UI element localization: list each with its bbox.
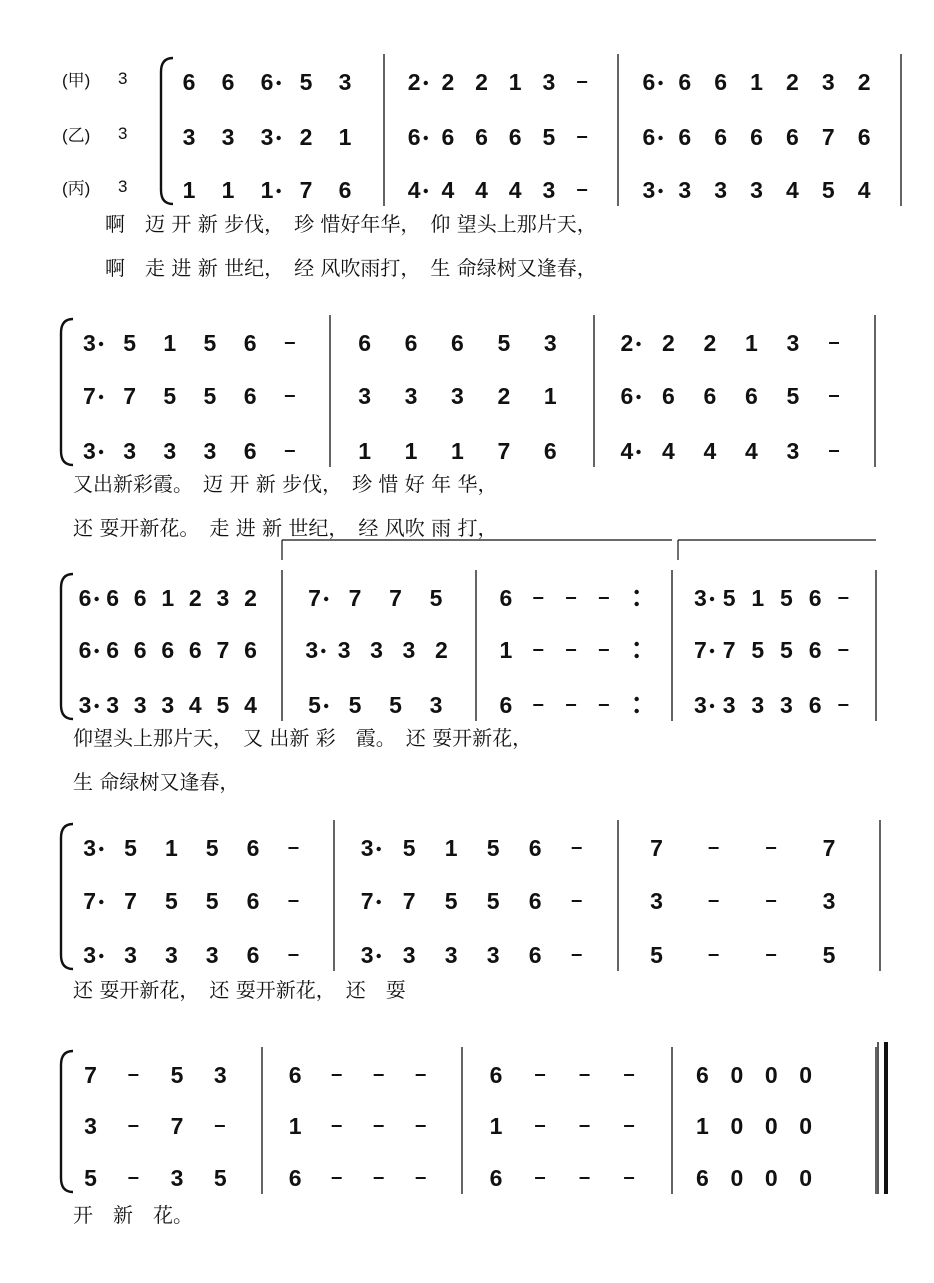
note-digit: 6 bbox=[404, 330, 418, 356]
note-digit: 2 bbox=[475, 69, 488, 95]
augmentation-dot bbox=[377, 954, 381, 958]
augmentation-dot bbox=[99, 342, 103, 346]
note-digit: 1 bbox=[260, 177, 274, 203]
note-digit: 6 bbox=[528, 888, 542, 914]
note-digit: 3 bbox=[486, 942, 500, 968]
note-digit: 6 bbox=[221, 69, 235, 95]
note-digit: 5 bbox=[124, 835, 137, 861]
note-digit: 2 bbox=[703, 330, 717, 356]
note-digit: 5 bbox=[123, 330, 137, 356]
note-digit: 1 bbox=[358, 438, 372, 464]
voice-beat: 3 bbox=[118, 69, 128, 88]
note-digit: 3 bbox=[182, 124, 196, 150]
note-digit: 4 bbox=[703, 438, 717, 464]
note-digit: 3 bbox=[360, 942, 374, 968]
augmentation-dot bbox=[99, 395, 103, 399]
note-digit: 7 bbox=[821, 124, 835, 150]
note-digit: 3 bbox=[542, 69, 556, 95]
note-digit: 6 bbox=[678, 69, 692, 95]
note-digit: 6 bbox=[745, 383, 758, 409]
note-digit: 2 bbox=[407, 69, 421, 95]
note-digit: 1 bbox=[161, 585, 175, 611]
repeat-dot bbox=[634, 654, 638, 658]
note-digit: 4 bbox=[662, 438, 675, 464]
note-digit: 5 bbox=[216, 692, 230, 718]
note-digit: 3 bbox=[260, 124, 274, 150]
note-digit: 4 bbox=[441, 177, 455, 203]
note-digit: 3 bbox=[751, 692, 765, 718]
augmentation-dot bbox=[99, 450, 103, 454]
note-digit: 7 bbox=[83, 888, 97, 914]
note-digit: 0 bbox=[764, 1113, 778, 1139]
lyric-line: 生 命绿树又逢春， bbox=[73, 770, 240, 794]
note-digit: 5 bbox=[542, 124, 556, 150]
note-digit: 6 bbox=[528, 942, 542, 968]
note-digit: 5 bbox=[348, 692, 362, 718]
note-digit: 5 bbox=[486, 888, 500, 914]
note-digit: 5 bbox=[163, 383, 177, 409]
note-digit: 1 bbox=[288, 1113, 302, 1139]
note-digit: 6 bbox=[244, 637, 257, 663]
note-digit: 3 bbox=[133, 692, 147, 718]
note-digit: 5 bbox=[780, 637, 793, 663]
note-digit: 7 bbox=[497, 438, 511, 464]
note-digit: 0 bbox=[764, 1165, 778, 1191]
note-digit: 6 bbox=[243, 330, 257, 356]
note-digit: 4 bbox=[857, 177, 871, 203]
note-digit: 6 bbox=[642, 124, 656, 150]
note-digit: 1 bbox=[751, 585, 765, 611]
note-digit: 5 bbox=[821, 177, 835, 203]
note-digit: 3 bbox=[444, 942, 458, 968]
system-bracket bbox=[61, 574, 73, 719]
note-digit: 6 bbox=[243, 438, 257, 464]
augmentation-dot bbox=[324, 597, 328, 601]
note-digit: 5 bbox=[402, 835, 416, 861]
note-digit: 1 bbox=[489, 1113, 503, 1139]
note-digit: 5 bbox=[751, 637, 765, 663]
note-digit: 5 bbox=[205, 888, 219, 914]
note-digit: 5 bbox=[203, 383, 217, 409]
note-digit: 5 bbox=[444, 888, 458, 914]
note-digit: 5 bbox=[203, 330, 217, 356]
augmentation-dot bbox=[658, 189, 662, 193]
note-digit: 5 bbox=[722, 585, 736, 611]
lyric-line: 开 新 花。 bbox=[73, 1203, 193, 1227]
note-digit: 5 bbox=[213, 1165, 227, 1191]
note-digit: 4 bbox=[475, 177, 488, 203]
note-digit: 6 bbox=[785, 124, 799, 150]
augmentation-dot bbox=[377, 900, 381, 904]
note-digit: 3 bbox=[170, 1165, 184, 1191]
note-digit: 6 bbox=[441, 124, 455, 150]
note-digit: 1 bbox=[696, 1113, 709, 1139]
note-digit: 7 bbox=[170, 1113, 184, 1139]
note-digit: 3 bbox=[221, 124, 235, 150]
augmentation-dot bbox=[636, 342, 640, 346]
note-digit: 6 bbox=[857, 124, 871, 150]
note-digit: 3 bbox=[543, 330, 557, 356]
augmentation-dot bbox=[94, 597, 98, 601]
augmentation-dot bbox=[710, 704, 714, 708]
note-digit: 4 bbox=[244, 692, 257, 718]
note-digit: 3 bbox=[722, 692, 736, 718]
augmentation-dot bbox=[636, 450, 640, 454]
note-digit: 6 bbox=[407, 124, 421, 150]
note-digit: 1 bbox=[164, 835, 178, 861]
note-digit: 7 bbox=[308, 585, 321, 611]
note-digit: 6 bbox=[246, 942, 260, 968]
lyric-line: 又出新彩霞。 迈 开 新 步伐， 珍 惜 好 年 华， bbox=[73, 472, 498, 496]
augmentation-dot bbox=[424, 189, 428, 193]
note-digit: 3 bbox=[402, 942, 416, 968]
note-digit: 1 bbox=[404, 438, 418, 464]
note-digit: 6 bbox=[696, 1062, 709, 1088]
note-digit: 5 bbox=[822, 942, 836, 968]
note-digit: 6 bbox=[662, 383, 675, 409]
note-digit: 1 bbox=[745, 330, 758, 356]
note-digit: 7 bbox=[84, 1062, 97, 1088]
note-digit: 6 bbox=[808, 637, 822, 663]
note-digit: 3 bbox=[83, 330, 96, 356]
note-digit: 5 bbox=[497, 330, 511, 356]
note-digit: 0 bbox=[730, 1165, 744, 1191]
augmentation-dot bbox=[94, 649, 98, 653]
voice-label: (甲) bbox=[62, 71, 91, 90]
note-digit: 2 bbox=[434, 637, 448, 663]
note-digit: 6 bbox=[714, 69, 728, 95]
note-digit: 3 bbox=[83, 835, 97, 861]
augmentation-dot bbox=[636, 395, 640, 399]
note-digit: 3 bbox=[305, 637, 319, 663]
note-digit: 6 bbox=[106, 585, 120, 611]
note-digit: 4 bbox=[745, 438, 758, 464]
note-digit: 3 bbox=[404, 383, 418, 409]
note-digit: 1 bbox=[182, 177, 196, 203]
note-digit: 1 bbox=[499, 637, 513, 663]
note-digit: 3 bbox=[161, 692, 175, 718]
note-digit: 3 bbox=[83, 438, 96, 464]
note-digit: 7 bbox=[694, 637, 707, 663]
note-digit: 5 bbox=[650, 942, 663, 968]
note-digit: 3 bbox=[78, 692, 92, 718]
note-digit: 3 bbox=[542, 177, 556, 203]
note-digit: 6 bbox=[288, 1062, 302, 1088]
repeat-dot bbox=[634, 602, 638, 606]
note-digit: 6 bbox=[508, 124, 522, 150]
lyric-line: 啊 迈 开 新 步伐， 珍 惜好年华， 仰 望头上那片天， bbox=[105, 212, 597, 236]
note-digit: 6 bbox=[750, 124, 763, 150]
note-digit: 6 bbox=[528, 835, 542, 861]
note-digit: 6 bbox=[78, 585, 92, 611]
note-digit: 7 bbox=[650, 835, 663, 861]
system-bracket bbox=[161, 58, 173, 204]
augmentation-dot bbox=[94, 704, 98, 708]
note-digit: 3 bbox=[451, 383, 464, 409]
augmentation-dot bbox=[276, 189, 280, 193]
note-digit: 0 bbox=[799, 1165, 813, 1191]
note-digit: 6 bbox=[678, 124, 692, 150]
note-digit: 3 bbox=[203, 438, 217, 464]
note-digit: 5 bbox=[786, 383, 800, 409]
system-bracket bbox=[61, 824, 73, 969]
note-digit: 6 bbox=[703, 383, 717, 409]
note-digit: 6 bbox=[243, 383, 257, 409]
note-digit: 3 bbox=[822, 888, 836, 914]
note-digit: 3 bbox=[358, 383, 372, 409]
voice-beat: 3 bbox=[118, 177, 128, 196]
augmentation-dot bbox=[99, 847, 103, 851]
note-digit: 1 bbox=[750, 69, 763, 95]
note-digit: 3 bbox=[216, 585, 230, 611]
note-digit: 5 bbox=[308, 692, 321, 718]
note-digit: 3 bbox=[642, 177, 656, 203]
note-digit: 6 bbox=[133, 637, 147, 663]
note-digit: 7 bbox=[299, 177, 313, 203]
augmentation-dot bbox=[276, 81, 280, 85]
note-digit: 7 bbox=[360, 888, 374, 914]
augmentation-dot bbox=[710, 649, 714, 653]
note-digit: 4 bbox=[188, 692, 202, 718]
note-digit: 4 bbox=[620, 438, 634, 464]
note-digit: 2 bbox=[299, 124, 313, 150]
note-digit: 3 bbox=[337, 637, 351, 663]
note-digit: 2 bbox=[244, 585, 257, 611]
augmentation-dot bbox=[99, 900, 103, 904]
lyric-line: 还 耍开新花。 走 进 新 世纪， 经 风吹 雨 打， bbox=[73, 516, 498, 540]
note-digit: 3 bbox=[360, 835, 374, 861]
lyric-line: 仰望头上那片天， 又 出新 彩 霞。 还 耍开新花， bbox=[73, 726, 533, 750]
augmentation-dot bbox=[324, 704, 328, 708]
note-digit: 5 bbox=[205, 835, 219, 861]
augmentation-dot bbox=[424, 81, 428, 85]
note-digit: 3 bbox=[338, 69, 352, 95]
note-digit: 3 bbox=[780, 692, 793, 718]
note-digit: 3 bbox=[786, 438, 800, 464]
note-digit: 3 bbox=[678, 177, 692, 203]
note-digit: 4 bbox=[508, 177, 522, 203]
augmentation-dot bbox=[710, 597, 714, 601]
repeat-dot bbox=[634, 642, 638, 646]
voice-label: (乙) bbox=[62, 126, 91, 145]
lyric-line: 还 耍开新花， 还 耍开新花， 还 耍 bbox=[73, 978, 406, 1002]
note-digit: 2 bbox=[785, 69, 799, 95]
note-digit: 3 bbox=[694, 692, 707, 718]
note-digit: 3 bbox=[205, 942, 219, 968]
note-digit: 3 bbox=[694, 585, 707, 611]
note-digit: 6 bbox=[260, 69, 274, 95]
note-digit: 2 bbox=[188, 585, 202, 611]
note-digit: 6 bbox=[338, 177, 352, 203]
note-digit: 6 bbox=[620, 383, 634, 409]
note-digit: 3 bbox=[821, 69, 835, 95]
augmentation-dot bbox=[424, 136, 428, 140]
note-digit: 3 bbox=[429, 692, 443, 718]
note-digit: 5 bbox=[780, 585, 793, 611]
note-digit: 5 bbox=[486, 835, 500, 861]
note-digit: 5 bbox=[389, 692, 402, 718]
note-digit: 6 bbox=[78, 637, 92, 663]
note-digit: 6 bbox=[499, 585, 513, 611]
repeat-dot bbox=[634, 709, 638, 713]
note-digit: 6 bbox=[543, 438, 557, 464]
repeat-dot bbox=[634, 697, 638, 701]
note-digit: 3 bbox=[650, 888, 663, 914]
note-digit: 7 bbox=[822, 835, 836, 861]
note-digit: 2 bbox=[662, 330, 675, 356]
voice-label: (丙) bbox=[62, 179, 91, 198]
note-digit: 0 bbox=[730, 1113, 744, 1139]
note-digit: 3 bbox=[786, 330, 800, 356]
note-digit: 5 bbox=[299, 69, 313, 95]
note-digit: 6 bbox=[246, 888, 260, 914]
note-digit: 3 bbox=[402, 637, 416, 663]
note-digit: 7 bbox=[83, 383, 96, 409]
note-digit: 3 bbox=[106, 692, 120, 718]
voice-beat: 3 bbox=[118, 124, 128, 143]
note-digit: 3 bbox=[213, 1062, 227, 1088]
note-digit: 6 bbox=[475, 124, 488, 150]
note-digit: 6 bbox=[714, 124, 728, 150]
note-digit: 4 bbox=[785, 177, 799, 203]
note-digit: 3 bbox=[370, 637, 383, 663]
note-digit: 3 bbox=[714, 177, 728, 203]
note-digit: 2 bbox=[497, 383, 511, 409]
note-digit: 4 bbox=[407, 177, 421, 203]
note-digit: 2 bbox=[441, 69, 455, 95]
lyric-line: 啊 走 进 新 世纪， 经 风吹雨打， 生 命绿树又逢春， bbox=[105, 256, 597, 280]
note-digit: 6 bbox=[489, 1062, 503, 1088]
note-digit: 7 bbox=[123, 383, 137, 409]
note-digit: 3 bbox=[84, 1113, 97, 1139]
note-digit: 7 bbox=[348, 585, 362, 611]
note-digit: 5 bbox=[429, 585, 443, 611]
augmentation-dot bbox=[321, 649, 325, 653]
note-digit: 0 bbox=[764, 1062, 778, 1088]
augmentation-dot bbox=[276, 136, 280, 140]
note-digit: 6 bbox=[489, 1165, 503, 1191]
note-digit: 6 bbox=[106, 637, 120, 663]
note-digit: 3 bbox=[750, 177, 763, 203]
note-digit: 6 bbox=[246, 835, 260, 861]
note-digit: 5 bbox=[164, 888, 178, 914]
note-digit: 3 bbox=[163, 438, 177, 464]
note-digit: 6 bbox=[133, 585, 147, 611]
augmentation-dot bbox=[658, 81, 662, 85]
augmentation-dot bbox=[658, 136, 662, 140]
note-digit: 1 bbox=[338, 124, 352, 150]
note-digit: 2 bbox=[857, 69, 871, 95]
note-digit: 0 bbox=[799, 1062, 813, 1088]
note-digit: 3 bbox=[124, 942, 137, 968]
note-digit: 7 bbox=[389, 585, 402, 611]
note-digit: 6 bbox=[358, 330, 372, 356]
note-digit: 0 bbox=[799, 1113, 813, 1139]
note-digit: 3 bbox=[123, 438, 137, 464]
note-digit: 2 bbox=[620, 330, 634, 356]
note-digit: 7 bbox=[216, 637, 230, 663]
note-digit: 1 bbox=[444, 835, 458, 861]
note-digit: 1 bbox=[163, 330, 177, 356]
note-digit: 6 bbox=[696, 1165, 709, 1191]
note-digit: 6 bbox=[161, 637, 175, 663]
note-digit: 7 bbox=[124, 888, 137, 914]
note-digit: 0 bbox=[730, 1062, 744, 1088]
note-digit: 7 bbox=[402, 888, 416, 914]
note-digit: 6 bbox=[499, 692, 513, 718]
note-digit: 6 bbox=[188, 637, 202, 663]
note-digit: 1 bbox=[543, 383, 557, 409]
note-digit: 3 bbox=[164, 942, 178, 968]
note-digit: 5 bbox=[84, 1165, 97, 1191]
note-digit: 1 bbox=[221, 177, 235, 203]
note-digit: 7 bbox=[722, 637, 736, 663]
note-digit: 6 bbox=[288, 1165, 302, 1191]
note-digit: 3 bbox=[83, 942, 97, 968]
augmentation-dot bbox=[99, 954, 103, 958]
note-digit: 6 bbox=[642, 69, 656, 95]
note-digit: 6 bbox=[182, 69, 196, 95]
system-bracket bbox=[61, 319, 73, 465]
repeat-dot bbox=[634, 590, 638, 594]
note-digit: 6 bbox=[808, 585, 822, 611]
system-bracket bbox=[61, 1051, 73, 1192]
note-digit: 6 bbox=[808, 692, 822, 718]
note-digit: 1 bbox=[508, 69, 522, 95]
note-digit: 5 bbox=[170, 1062, 184, 1088]
note-digit: 1 bbox=[451, 438, 464, 464]
note-digit: 6 bbox=[451, 330, 464, 356]
augmentation-dot bbox=[377, 847, 381, 851]
